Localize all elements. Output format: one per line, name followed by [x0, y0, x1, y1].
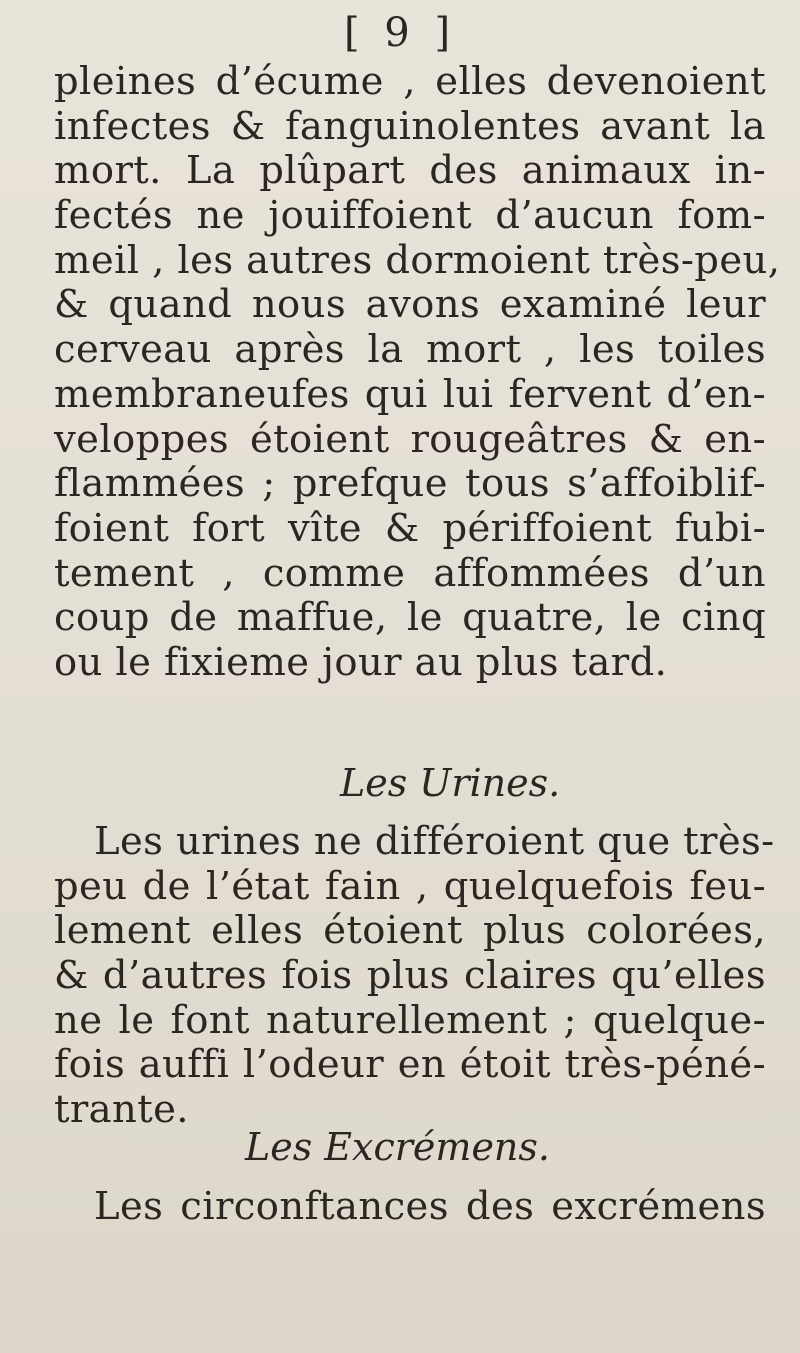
text-line: infectes & fanguinolentes avant la: [54, 103, 766, 149]
text-line: meil , les autres dormoient très-peu,: [54, 237, 781, 283]
text-line: tement , comme affommées d’un: [54, 550, 766, 596]
text-line: coup de maffue, le quatre, le cinq: [54, 595, 766, 641]
text-line: Les urines ne différoient que très-: [94, 819, 775, 864]
text-line: mort. La plûpart des animaux in-: [54, 148, 766, 194]
text-line: veloppes étoient rougeâtres & en-: [54, 416, 766, 462]
text-line: cerveau après la mort , les toiles: [54, 327, 766, 373]
text-line: peu de l’état fain , quelquefois feu-: [54, 863, 766, 909]
section-heading-excremens: Les Excrémens.: [245, 1125, 550, 1169]
text-line: lement elles étoient plus colorées,: [54, 908, 766, 954]
text-line: foient fort vîte & périffoient fubi-: [54, 505, 766, 551]
text-line: fois auffi l’odeur en étoit très-péné-: [54, 1042, 766, 1088]
section-heading-urines: Les Urines.: [340, 761, 561, 805]
text-line: ne le font naturellement ; quelque-: [54, 997, 766, 1043]
text-line: & quand nous avons examiné leur: [54, 282, 766, 328]
paragraph-symptoms: [54, 59, 781, 686]
text-line: trante.: [54, 1087, 189, 1133]
text-line: ou le fixieme jour au plus tard.: [54, 639, 668, 685]
page-number: [ 9 ]: [343, 10, 457, 56]
paragraph-urines: [54, 819, 775, 1133]
text-line: flammées ; prefque tous s’affoiblif-: [54, 461, 766, 507]
text-line: Les circonftances des excrémens: [94, 1184, 766, 1229]
text-line: pleines d’écume , elles devenoient: [54, 59, 766, 104]
text-line: fectés ne jouiffoient d’aucun fom-: [54, 193, 766, 239]
text-line: membraneufes qui lui fervent d’en-: [54, 371, 766, 417]
text-line: & d’autres fois plus claires qu’elles: [54, 953, 766, 999]
paragraph-excremens: [54, 1185, 766, 1230]
